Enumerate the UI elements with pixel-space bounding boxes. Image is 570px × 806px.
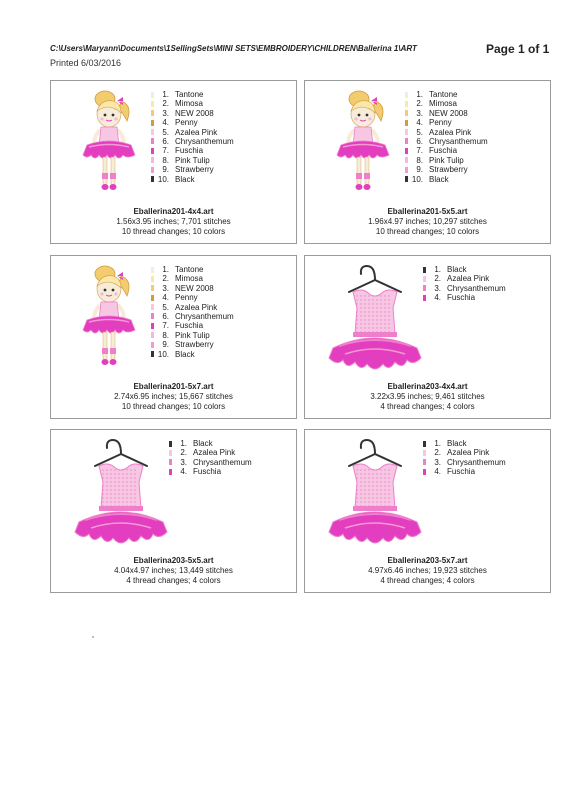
- color-swatch: [423, 276, 426, 282]
- color-swatch: [151, 92, 154, 98]
- color-swatch: [405, 157, 408, 163]
- design-card: [304, 80, 551, 244]
- thread-color-item: [151, 293, 234, 302]
- color-name: Pink Tulip: [429, 155, 464, 165]
- color-number: 4.: [180, 467, 187, 477]
- color-number: 1.: [434, 439, 441, 448]
- design-thread-changes: 4 thread changes; 4 colors: [380, 402, 475, 411]
- color-name: Pink Tulip: [175, 330, 210, 340]
- thread-color-item: [169, 448, 252, 457]
- color-number: 4.: [434, 293, 441, 303]
- color-number: 3.: [416, 108, 423, 118]
- color-number: 7.: [162, 146, 169, 156]
- color-swatch: [405, 167, 408, 173]
- color-name: Azalea Pink: [175, 302, 218, 312]
- color-name: Azalea Pink: [175, 127, 218, 137]
- color-number: 6.: [416, 136, 423, 146]
- color-name: Chrysanthemum: [175, 136, 234, 146]
- thread-color-item: [151, 128, 234, 137]
- color-name: Penny: [175, 118, 198, 128]
- thread-color-item: [151, 350, 234, 359]
- thread-color-list: [169, 439, 252, 477]
- color-number: 9.: [416, 165, 423, 175]
- design-card: [50, 255, 297, 419]
- color-swatch: [151, 267, 154, 273]
- color-name: Azalea Pink: [447, 448, 490, 458]
- design-filename: Eballerina203-5x7.art: [387, 556, 468, 565]
- color-name: Chrysanthemum: [175, 311, 234, 321]
- color-name: Fuschia: [447, 467, 476, 477]
- color-number: 3.: [180, 457, 187, 467]
- thread-color-list: [423, 439, 506, 477]
- color-name: Chrysanthemum: [447, 283, 506, 293]
- color-name: Pink Tulip: [175, 155, 210, 165]
- thread-color-item: [423, 448, 506, 457]
- thread-color-item: [405, 90, 488, 99]
- tutu-dress-on-hanger-icon: [61, 436, 171, 554]
- design-card: [304, 429, 551, 593]
- thread-color-item: [405, 156, 488, 165]
- color-number: 3.: [434, 283, 441, 293]
- color-number: 7.: [416, 146, 423, 156]
- color-number: 1.: [180, 439, 187, 448]
- color-number: 3.: [162, 108, 169, 118]
- color-swatch: [151, 276, 154, 282]
- color-number: 6.: [162, 311, 169, 321]
- thread-color-item: [405, 175, 488, 184]
- color-swatch: [405, 148, 408, 154]
- thread-color-item: [151, 321, 234, 330]
- color-swatch: [405, 176, 408, 182]
- color-number: 4.: [434, 467, 441, 477]
- color-number: 4.: [162, 293, 169, 303]
- color-number: 6.: [162, 136, 169, 146]
- color-name: Black: [175, 174, 195, 184]
- thread-color-list: [151, 90, 234, 184]
- thread-color-list: [151, 265, 234, 359]
- color-number: 2.: [434, 274, 441, 284]
- color-swatch: [405, 92, 408, 98]
- color-name: Chrysanthemum: [193, 457, 252, 467]
- color-name: Black: [447, 439, 467, 448]
- thread-color-item: [169, 439, 252, 448]
- thread-color-item: [151, 137, 234, 146]
- thread-color-item: [151, 175, 234, 184]
- design-filename: Eballerina201-5x5.art: [387, 207, 468, 216]
- thread-color-item: [405, 128, 488, 137]
- color-swatch: [151, 176, 154, 182]
- thread-color-item: [423, 265, 506, 274]
- thread-color-item: [169, 458, 252, 467]
- thread-color-item: [405, 109, 488, 118]
- color-name: Mimosa: [175, 99, 204, 109]
- color-swatch: [151, 295, 154, 301]
- color-name: Strawberry: [429, 165, 468, 175]
- color-swatch: [151, 138, 154, 144]
- thread-color-item: [405, 165, 488, 174]
- design-filename: Eballerina201-5x7.art: [133, 382, 214, 391]
- thread-color-item: [151, 284, 234, 293]
- color-number: 1.: [434, 265, 441, 274]
- color-swatch: [151, 120, 154, 126]
- color-swatch: [151, 342, 154, 348]
- color-name: Fuschia: [429, 146, 458, 156]
- color-name: Azalea Pink: [429, 127, 472, 137]
- thread-color-item: [405, 99, 488, 108]
- color-number: 3.: [434, 457, 441, 467]
- color-swatch: [423, 459, 426, 465]
- thread-color-item: [423, 274, 506, 283]
- color-name: Tantone: [175, 265, 204, 274]
- thread-color-item: [423, 458, 506, 467]
- color-name: Tantone: [429, 90, 458, 99]
- thread-color-item: [405, 118, 488, 127]
- design-thread-changes: 10 thread changes; 10 colors: [121, 402, 226, 411]
- color-swatch: [405, 110, 408, 116]
- color-number: 8.: [162, 155, 169, 165]
- design-size: 2.74x6.95 inches; 15,667 stitches: [114, 392, 233, 401]
- design-filename: Eballerina203-4x4.art: [387, 382, 468, 391]
- scan-speck: [92, 636, 94, 638]
- design-filename: Eballerina201-4x4.art: [133, 207, 214, 216]
- color-swatch: [405, 101, 408, 107]
- design-size: 4.04x4.97 inches; 13,449 stitches: [114, 566, 233, 575]
- design-thread-changes: 4 thread changes; 4 colors: [126, 576, 221, 585]
- design-size: 3.22x3.95 inches; 9,461 stitches: [370, 392, 485, 401]
- color-name: Fuschia: [175, 146, 204, 156]
- color-name: NEW 2008: [175, 283, 214, 293]
- thread-color-item: [151, 274, 234, 283]
- color-name: Mimosa: [429, 99, 458, 109]
- color-number: 9.: [162, 165, 169, 175]
- color-swatch: [423, 441, 426, 447]
- color-name: Penny: [429, 118, 452, 128]
- thread-color-item: [151, 109, 234, 118]
- color-swatch: [405, 138, 408, 144]
- color-name: Black: [175, 349, 195, 359]
- design-thread-changes: 10 thread changes; 10 colors: [121, 227, 226, 236]
- color-name: Fuschia: [193, 467, 222, 477]
- color-number: 10.: [157, 349, 169, 359]
- color-swatch: [151, 167, 154, 173]
- thread-color-item: [423, 293, 506, 302]
- color-number: 2.: [162, 99, 169, 109]
- color-name: NEW 2008: [429, 108, 468, 118]
- file-path: C:\Users\Maryann\Documents\1SellingSets\MINI SETS\EMBROIDERY\CHILDREN\Ballerina 1\ART: [50, 44, 417, 53]
- color-number: 10.: [411, 174, 423, 184]
- color-swatch: [423, 267, 426, 273]
- design-card: [50, 429, 297, 593]
- thread-color-item: [423, 467, 506, 476]
- design-card: [304, 255, 551, 419]
- thread-color-item: [151, 312, 234, 321]
- color-number: 1.: [416, 90, 423, 99]
- color-number: 2.: [416, 99, 423, 109]
- thread-color-item: [169, 467, 252, 476]
- page-number: Page 1 of 1: [486, 42, 550, 56]
- color-swatch: [169, 469, 172, 475]
- color-swatch: [151, 148, 154, 154]
- color-number: 9.: [162, 340, 169, 350]
- color-swatch: [423, 450, 426, 456]
- thread-color-item: [151, 146, 234, 155]
- color-name: Azalea Pink: [193, 448, 236, 458]
- color-number: 4.: [162, 118, 169, 128]
- color-name: Strawberry: [175, 165, 214, 175]
- color-swatch: [169, 450, 172, 456]
- color-name: Tantone: [175, 90, 204, 99]
- thread-color-item: [151, 265, 234, 274]
- color-number: 2.: [180, 448, 187, 458]
- design-size: 1.96x4.97 inches; 10,297 stitches: [368, 217, 487, 226]
- color-swatch: [423, 285, 426, 291]
- color-number: 10.: [157, 174, 169, 184]
- color-number: 2.: [162, 274, 169, 284]
- color-name: Black: [193, 439, 213, 448]
- color-number: 5.: [416, 127, 423, 137]
- design-thread-changes: 4 thread changes; 4 colors: [380, 576, 475, 585]
- color-swatch: [151, 323, 154, 329]
- tutu-dress-on-hanger-icon: [315, 436, 425, 554]
- color-name: Fuschia: [175, 321, 204, 331]
- thread-color-item: [151, 156, 234, 165]
- thread-color-item: [151, 303, 234, 312]
- color-number: 5.: [162, 302, 169, 312]
- color-swatch: [169, 459, 172, 465]
- thread-color-item: [405, 146, 488, 155]
- color-number: 8.: [416, 155, 423, 165]
- design-filename: Eballerina203-5x5.art: [133, 556, 214, 565]
- color-swatch: [151, 332, 154, 338]
- color-swatch: [405, 129, 408, 135]
- thread-color-item: [151, 99, 234, 108]
- color-name: Fuschia: [447, 293, 476, 303]
- color-swatch: [151, 351, 154, 357]
- design-thread-changes: 10 thread changes; 10 colors: [375, 227, 480, 236]
- color-swatch: [151, 285, 154, 291]
- thread-color-item: [423, 439, 506, 448]
- thread-color-list: [405, 90, 488, 184]
- color-name: Mimosa: [175, 274, 204, 284]
- color-number: 7.: [162, 321, 169, 331]
- color-number: 1.: [162, 265, 169, 274]
- thread-color-item: [423, 284, 506, 293]
- color-number: 5.: [162, 127, 169, 137]
- design-size: 1.56x3.95 inches; 7,701 stitches: [116, 217, 231, 226]
- thread-color-item: [151, 90, 234, 99]
- color-swatch: [423, 295, 426, 301]
- thread-color-item: [151, 340, 234, 349]
- thread-color-item: [151, 165, 234, 174]
- color-swatch: [151, 157, 154, 163]
- color-name: Chrysanthemum: [447, 457, 506, 467]
- color-name: Black: [447, 265, 467, 274]
- color-swatch: [169, 441, 172, 447]
- color-number: 4.: [416, 118, 423, 128]
- color-name: NEW 2008: [175, 108, 214, 118]
- thread-color-item: [151, 118, 234, 127]
- color-number: 2.: [434, 448, 441, 458]
- color-name: Black: [429, 174, 449, 184]
- color-swatch: [151, 313, 154, 319]
- color-swatch: [405, 120, 408, 126]
- design-card: [50, 80, 297, 244]
- color-swatch: [151, 129, 154, 135]
- color-number: 3.: [162, 283, 169, 293]
- thread-color-item: [405, 137, 488, 146]
- tutu-dress-on-hanger-icon: [315, 262, 425, 380]
- color-swatch: [151, 101, 154, 107]
- thread-color-list: [423, 265, 506, 303]
- color-name: Strawberry: [175, 340, 214, 350]
- color-swatch: [151, 304, 154, 310]
- design-size: 4.97x6.46 inches; 19,923 stitches: [368, 566, 487, 575]
- printed-date: Printed 6/03/2016: [50, 58, 122, 68]
- color-number: 8.: [162, 330, 169, 340]
- color-swatch: [151, 110, 154, 116]
- color-name: Chrysanthemum: [429, 136, 488, 146]
- color-swatch: [423, 469, 426, 475]
- thread-color-item: [151, 331, 234, 340]
- color-number: 1.: [162, 90, 169, 99]
- color-name: Azalea Pink: [447, 274, 490, 284]
- color-name: Penny: [175, 293, 198, 303]
